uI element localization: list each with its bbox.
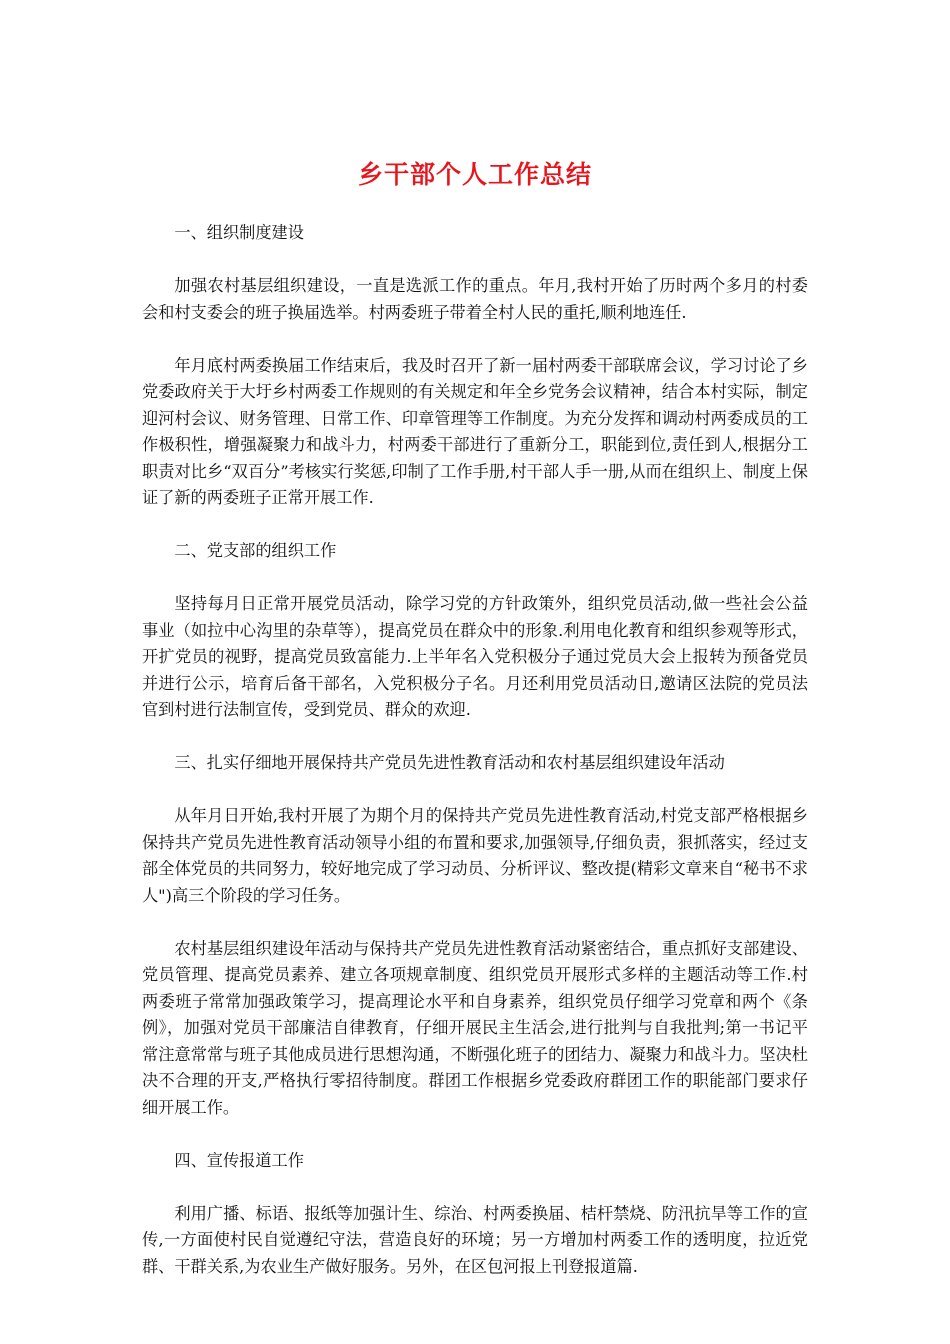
section-heading: 四、宣传报道工作: [174, 1150, 304, 1170]
paragraph: 加强农村基层组织建设，一直是选派工作的重点。年月,我村开始了历时两个多月的村委会和村支委会的班子换届选举。村两委班子带着全村人民的重托,顺利地连任.: [142, 276, 808, 322]
document-title: 乡干部个人工作总结: [357, 160, 592, 189]
paragraph: 利用广播、标语、报纸等加强计生、综治、村两委换届、桔杆禁烧、防汛抗旱等工作的宣传,一方面使村民自觉遵纪守法，营造良好的环境；另一方增加村两委工作的透明度，拉近党群、干群关系,为农业生产做好服务。另外，在区包河报上刊登报道篇.: [142, 1203, 808, 1276]
paragraph: 坚持每月日正常开展党员活动，除学习党的方针政策外，组织党员活动,做一些社会公益事业（如拉中心沟里的杂草等），提高党员在群众中的形象.利用电化教育和组织参观等形式，开扩党员的视野，提高党员致富能力.上半年名入党积极分子通过党员大会上报转为预备党员并进行公示，培育后备干部名，入党积极分子名。月还利用党员活动日,邀请区法院的党员法官到村进行法制宣传，受到党员、群众的欢迎.: [142, 594, 808, 719]
section-heading: 一、组织制度建设: [174, 223, 304, 242]
paragraph: 从年月日开始,我村开展了为期个月的保持共产党员先进性教育活动,村党支部严格根据乡保持共产党员先进性教育活动领导小组的布置和要求,加强领导,仔细负责，狠抓落实，经过支部全体党员的共同努力，较好地完成了学习动员、分析评议、整改提(精彩文章来自“秘书不求人")高三个阶段的学习任务。: [142, 806, 808, 905]
paragraph: 年月底村两委换届工作结束后，我及时召开了新一届村两委干部联席会议，学习讨论了乡党委政府关于大圩乡村两委工作规则的有关规定和年全乡党务会议精神，结合本村实际，制定迎河村会议、财务管理、日常工作、印章管理等工作制度。为充分发挥和调动村两委成员的工作极积性，增强凝聚力和战斗力，村两委干部进行了重新分工，职能到位,责任到人,根据分工职责对比乡“双百分”考核实行奖惩,印制了工作手册,村干部人手一册,从而在组织上、制度上保证了新的两委班子正常开展工作.: [142, 355, 808, 507]
paragraph: 农村基层组织建设年活动与保持共产党员先进性教育活动紧密结合，重点抓好支部建设、党员管理、提高党员素养、建立各项规章制度、组织党员开展形式多样的主题活动等工作.村两委班子常常加强政策学习，提高理论水平和自身素养，组织党员仔细学习党章和两个《条例》，加强对党员干部廉洁自律教育，仔细开展民主生活会,进行批判与自我批判;第一书记平常注意常常与班子其他成员进行思想沟通，不断强化班子的团结力、凝聚力和战斗力。坚决杜决不合理的开支,严格执行零招待制度。群团工作根据乡党委政府群团工作的职能部门要求仔细开展工作。: [142, 938, 808, 1117]
section-heading: 二、党支部的组织工作: [174, 541, 337, 560]
document-body: [142, 220, 808, 1307]
section-heading: 三、扎实仔细地开展保持共产党员先进性教育活动和农村基层组织建设年活动: [174, 753, 725, 772]
